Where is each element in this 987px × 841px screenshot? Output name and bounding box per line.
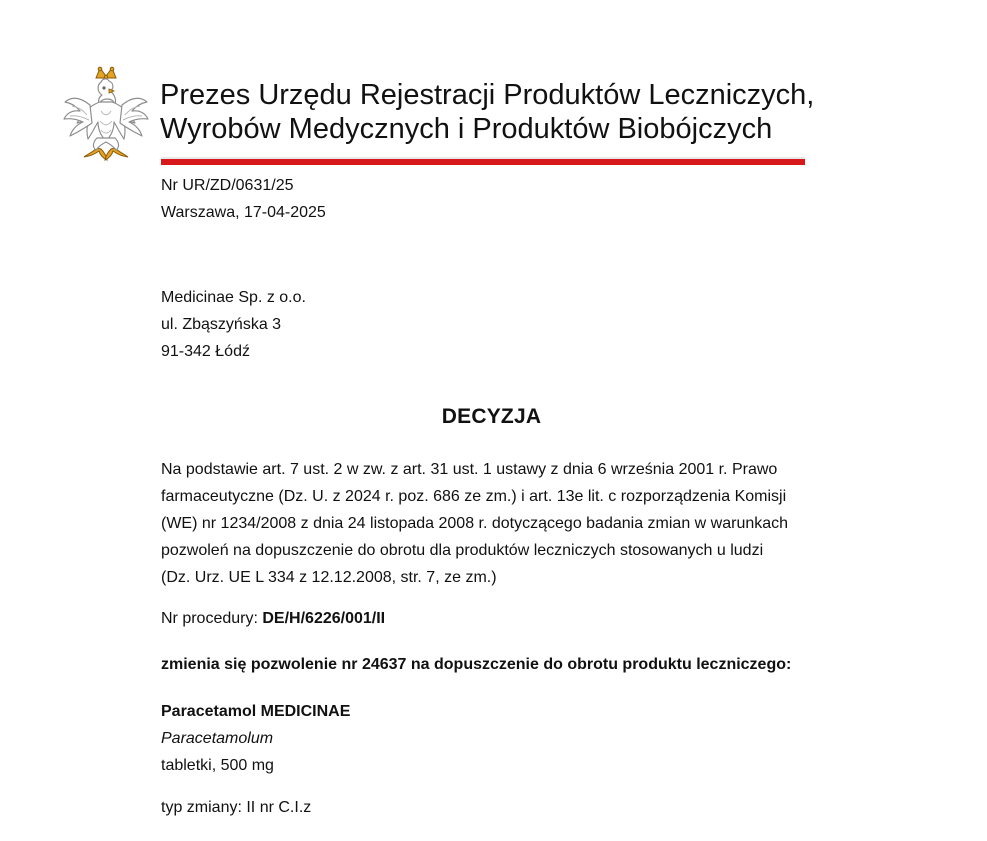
agency-name-line-2: Wyrobów Medycznych i Produktów Biobójczych	[160, 113, 773, 145]
active-substance: Paracetamolum	[161, 730, 274, 747]
decision-title: DECYZJA	[441, 405, 542, 428]
agency-name	[160, 78, 814, 146]
recipient-city: 91-342 Łódź	[161, 343, 250, 360]
legal-basis-line: (Dz. Urz. UE L 334 z 12.12.2008, str. 7, ze zm.)	[161, 569, 497, 586]
legal-basis-line: farmaceutyczne (Dz. U. z 2024 r. poz. 686 ze zm.) i art. 13e lit. c rozporządzenia Komisji	[161, 488, 787, 505]
reference-block	[161, 172, 326, 226]
procedure-number-line	[161, 605, 385, 632]
recipient-address	[161, 284, 306, 365]
reference-number: Nr UR/ZD/0631/25	[161, 177, 294, 194]
legal-basis-line: pozwoleń na dopuszczenie do obrotu dla produktów leczniczych stosowanych u ludzi	[161, 542, 764, 559]
procedure-number: DE/H/6226/001/II	[262, 610, 386, 627]
document-header	[62, 66, 822, 166]
procedure-label: Nr procedury:	[161, 610, 263, 627]
product-details	[161, 698, 350, 779]
product-name: Paracetamol MEDICINAE	[161, 703, 351, 720]
issue-date: Warszawa, 17-04-2025	[161, 204, 326, 221]
legal-basis-line: (WE) nr 1234/2008 z dnia 24 listopada 2008 r. dotyczącego badania zmian w warunkach	[161, 515, 789, 532]
recipient-name: Medicinae Sp. z o.o.	[161, 289, 306, 306]
legal-basis-line: Na podstawie art. 7 ust. 2 w zw. z art. 31 ust. 1 ustawy z dnia 6 września 2001 r. Prawo	[161, 461, 778, 478]
red-header-rule	[161, 157, 805, 165]
recipient-street: ul. Zbąszyńska 3	[161, 316, 282, 333]
pharmaceutical-form: tabletki, 500 mg	[161, 757, 274, 774]
change-statement: zmienia się pozwolenie nr 24637 na dopuszczenie do obrotu produktu leczniczego:	[161, 656, 792, 673]
legal-basis-paragraph	[161, 456, 822, 591]
change-type: typ zmiany: II nr C.I.z	[161, 799, 312, 816]
agency-name-line-1: Prezes Urzędu Rejestracji Produktów Leczniczych,	[160, 79, 815, 111]
polish-eagle-emblem-icon	[62, 66, 150, 164]
